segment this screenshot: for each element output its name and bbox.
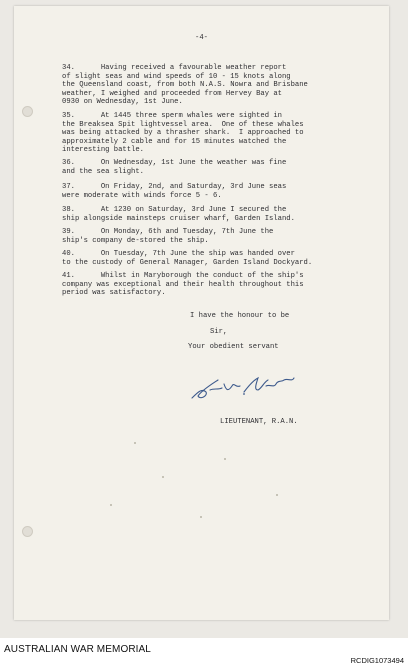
paragraph-35 (62, 112, 362, 155)
text-line: weather, I weighed and proceeded from Hervey Bay at (62, 89, 282, 98)
archive-footer (0, 638, 408, 666)
text-line: 37. On Friday, 2nd, and Saturday, 3rd June seas (62, 183, 287, 191)
paragraph-41 (62, 272, 362, 298)
handwritten-signature (188, 366, 300, 410)
closing-servant: Your obedient servant (188, 343, 279, 351)
paragraph-38 (62, 206, 362, 223)
letter-body (14, 6, 389, 620)
text-line: ship's company de-stored the ship. (62, 236, 209, 245)
text-line: were moderate with winds force 5 - 6. (62, 191, 222, 200)
text-line: 34. Having received a favourable weather report (62, 64, 287, 72)
document-page (14, 6, 389, 620)
text-line: the Queensland coast, from both N.A.S. Nowra and Brisbane (62, 81, 308, 90)
paragraph-40 (62, 250, 362, 267)
paragraph-34 (62, 64, 362, 107)
closing-salutation: Sir, (210, 328, 228, 336)
text-line: 40. On Tuesday, 7th June the ship was handed over (62, 250, 295, 258)
text-line: 39. On Monday, 6th and Tuesday, 7th June the (62, 228, 274, 236)
paragraph-39 (62, 228, 362, 245)
text-line: period was satisfactory. (62, 289, 166, 298)
text-line: approximately 2 cable and for 15 minutes watched the (62, 137, 287, 146)
closing-honour: I have the honour to be (190, 312, 290, 320)
paragraph-37 (62, 183, 362, 200)
text-line: ship alongside mainsteps cruiser wharf, Garden Island. (62, 214, 295, 223)
signatory-rank: LIEUTENANT, R.A.N. (220, 418, 298, 426)
text-line: 38. At 1230 on Saturday, 3rd June I secured the (62, 206, 287, 214)
text-line: interesting battle. (62, 146, 144, 155)
text-line: 0930 on Wednesday, 1st June. (62, 98, 183, 107)
text-line: the Breaksea Spit lightvessel area. One of these whales (62, 120, 304, 129)
text-line: was being attacked by a thrasher shark. I approached to (62, 129, 304, 138)
record-id: RCDIG1073494 (350, 656, 404, 665)
text-line: and the sea slight. (62, 167, 144, 176)
page-number: -4- (195, 34, 208, 42)
text-line: 36. On Wednesday, 1st June the weather was fine (62, 159, 287, 167)
text-line: of slight seas and wind speeds of 10 - 15 knots along (62, 72, 291, 81)
text-line: 41. Whilst in Maryborough the conduct of the ship's (62, 272, 304, 280)
paragraph-36 (62, 159, 362, 176)
text-line: 35. At 1445 three sperm whales were sighted in (62, 112, 282, 120)
text-line: company was exceptional and their health throughout this (62, 280, 304, 289)
archive-name: AUSTRALIAN WAR MEMORIAL (4, 644, 151, 655)
text-line: to the custody of General Manager, Garden Island Dockyard. (62, 258, 313, 267)
